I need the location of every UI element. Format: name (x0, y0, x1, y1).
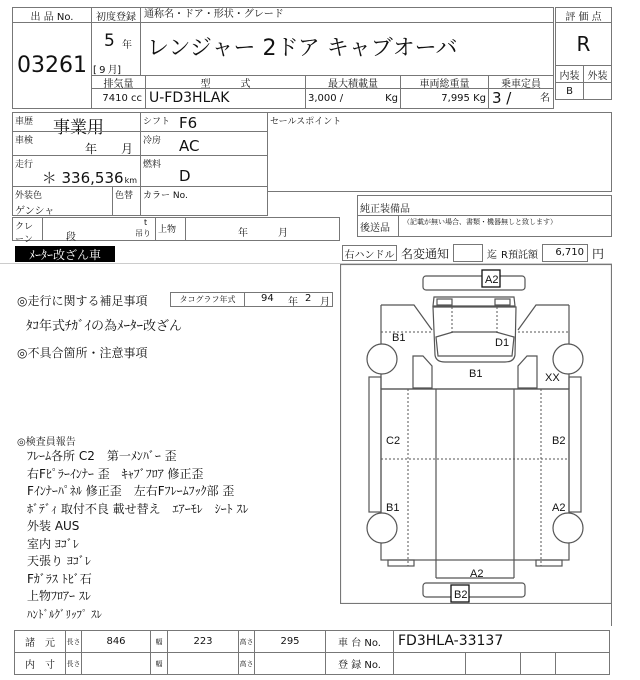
tacho-box (170, 292, 333, 307)
inspector-title: ◎検査員報告 (17, 437, 76, 448)
meter-tampered-badge: ﾒｰﾀｰ改ざん車 (15, 246, 115, 262)
tailgate-grade: A2 (470, 568, 484, 580)
displacement: 7410 cc (91, 88, 146, 109)
equipment-box (357, 195, 612, 216)
mileage-unit: km (124, 176, 137, 185)
color-label: 外装色 (15, 191, 43, 201)
color-cell (12, 186, 113, 216)
defects-title: ◎不具合箇所・注意事項 (17, 346, 148, 360)
capacity-unit: 名 (540, 93, 550, 104)
yen-label: 円 (591, 246, 604, 261)
crane-lift: 吊り (135, 229, 151, 238)
max-load: 3,000 / (308, 93, 344, 104)
tacho-year: 94 (261, 293, 274, 304)
history-cell (12, 112, 141, 138)
interior-label: 内装 (555, 65, 584, 83)
color: ゲンシャ (15, 206, 55, 217)
mileage: ＊ 336,536 (41, 169, 124, 187)
body-date: 年 月 (238, 228, 288, 239)
panel-dividers (381, 307, 569, 566)
shift-label: シフト (143, 117, 171, 127)
max-load-label: 最大積載量 (305, 75, 401, 89)
later-items-box (398, 215, 612, 237)
mileage-note: ﾀｺ年式ﾁｶﾞｲの為ﾒｰﾀｰ改ざん (26, 319, 183, 334)
crane-t: t (144, 218, 148, 227)
fuel: D (179, 167, 191, 185)
shift: F6 (179, 114, 198, 132)
mileage-label: 走行 (15, 160, 34, 170)
left-side-grade: C2 (386, 435, 401, 447)
history-label: 車歴 (15, 117, 34, 127)
height-label: 高さ (238, 630, 255, 653)
left-rear-grade: B1 (386, 502, 400, 514)
dims-label: 諸 元 (14, 630, 66, 653)
sales-point-box (267, 112, 612, 192)
width-label: 幅 (150, 630, 168, 653)
inspector-line: ﾎﾞﾃﾞｨ 取付不良 載せ替え ｴｱｰﾓﾚ ｼｰﾄ ｽﾚ (27, 501, 249, 516)
left-rear-step (388, 560, 414, 566)
height-value: 295 (254, 630, 326, 653)
tacho-label: タコグラフ年式 (171, 293, 245, 306)
wheel-rear-left (367, 513, 397, 543)
ac-cell (140, 131, 268, 156)
left-lamp (437, 299, 452, 305)
lot-no: 03261 (12, 22, 92, 109)
color-change-label: 色替 (115, 191, 134, 201)
first-reg-month: [ 9 月] (93, 65, 121, 76)
gross-weight: 7,995 Kg (400, 88, 489, 109)
right-lamp (495, 299, 510, 305)
body-label-cell (155, 217, 186, 241)
inspector-line: Fｲﾝﾅｰﾊﾟﾈﾙ 修正歪 左右Fﾌﾚｰﾑﾌｯｸ部 歪 (27, 484, 235, 498)
ac-label: 冷房 (143, 136, 162, 146)
later-items-label: 後送品 (360, 223, 390, 234)
name-change-box (453, 244, 483, 262)
first-reg-cell (91, 22, 141, 76)
inspection-cell (12, 131, 141, 156)
right-hand-drive-badge: 右ハンドル (342, 245, 397, 261)
chassis-label: 車 台 No. (325, 630, 394, 653)
color-no-label: カラー No. (143, 191, 188, 201)
reg-cell-4 (555, 652, 610, 675)
interior-grade: B (555, 82, 584, 100)
later-items-label-cell (357, 215, 399, 237)
grade-score: R (555, 22, 612, 66)
capacity: 3 / (492, 89, 512, 107)
crane-cell (42, 217, 156, 241)
right-front-grade: XX (545, 372, 560, 384)
shift-cell (140, 112, 268, 132)
inspection-label: 車検 (15, 136, 34, 146)
inner-label: 内 寸 (14, 652, 66, 675)
max-load-cell (305, 88, 401, 109)
color-no-cell (140, 186, 268, 216)
fuel-cell (140, 155, 268, 187)
body-date-cell (185, 217, 340, 241)
later-items-note: （記載が無い場合、書類・機器無しと致します） (403, 218, 557, 226)
left-rail (369, 377, 381, 512)
first-reg-label: 初度登録 (91, 7, 141, 23)
reg-label: 登 録 No. (325, 652, 394, 675)
inspector-line: ﾊﾝﾄﾞﾙｸﾞﾘｯﾌﾟ ｽﾚ (27, 607, 102, 621)
inspector-line: 室内 ﾖｺﾞﾚ (27, 536, 79, 551)
gross-weight-label: 車両総重量 (400, 75, 489, 89)
mileage-notes-title: ◎走行に関する補足事項 (17, 294, 148, 308)
rear-bumper-grade: B2 (454, 589, 468, 601)
notice-recycle-row (401, 244, 604, 262)
body-label: 上物 (158, 225, 177, 235)
reg-cell-2 (465, 652, 521, 675)
first-reg-year: 5 (104, 31, 115, 51)
history: 事業用 (53, 118, 104, 138)
windshield-grade: D1 (495, 337, 510, 349)
wheel-front-left (367, 344, 397, 374)
model: U-FD3HLAK (145, 88, 306, 109)
inspector-line: Fｶﾞﾗｽ ﾄﾋﾞ石 (27, 571, 92, 586)
right-side-grade: B2 (552, 435, 566, 447)
name-change-label: 名変通知 (401, 246, 450, 261)
color-change-cell (112, 186, 141, 216)
displacement-label: 排気量 (91, 75, 146, 89)
cab-center-grade: B1 (469, 368, 483, 380)
front-bumper-grade: A2 (485, 274, 499, 286)
until-label: 迄 (487, 249, 498, 261)
sales-point-label: セールスポイント (270, 117, 342, 127)
inspector-line: ﾌﾚｰﾑ各所 C2 第一ﾒﾝﾊﾞｰ 歪 (27, 449, 177, 463)
length-value: 846 (81, 630, 151, 653)
capacity-cell (488, 88, 554, 109)
max-load-unit: Kg (385, 93, 398, 104)
reg-cell-3 (520, 652, 556, 675)
inner-length-value (81, 652, 151, 675)
inspection: 年 月 (85, 142, 134, 156)
recycle-amount: 6,710 (542, 244, 588, 262)
inspector-line: 上物ﾌﾛｱｰ ｽﾚ (27, 589, 91, 603)
front-bumper-shape (423, 276, 525, 290)
year-unit: 年 (122, 40, 132, 51)
right-rail (569, 377, 581, 512)
ac: AC (179, 137, 200, 155)
damage-diagram (340, 264, 612, 604)
inspector-line: 右Fﾋﾟﾗｰｲﾝﾅｰ 歪 ｷｬﾌﾞﾌﾛｱ 修正歪 (27, 466, 204, 481)
crane-label: クレーン (15, 222, 34, 245)
model-label: 型 式 (145, 75, 306, 89)
tacho-month-unit: 月 (320, 297, 330, 308)
vehicle-name: レンジャー 2ドア キャブオーバ (140, 22, 554, 76)
wheel-rear-right (553, 513, 583, 543)
right-rear-grade: A2 (552, 502, 566, 514)
width-value: 223 (167, 630, 239, 653)
inspector-report (27, 448, 248, 623)
cab-left-front-grade: B1 (392, 332, 406, 344)
chassis-no: FD3HLA-33137 (393, 630, 610, 653)
exterior-grade (583, 82, 612, 100)
exterior-label: 外装 (583, 65, 612, 83)
fuel-label: 燃料 (143, 160, 162, 170)
inner-height-value (254, 652, 326, 675)
inspector-line: 外装 AUS (27, 519, 80, 533)
name-label: 通称名・ドア・形状・グレード (140, 7, 554, 23)
length-label: 長さ (65, 630, 82, 653)
tacho-year-unit: 年 (288, 297, 298, 308)
wheel-front-right (553, 344, 583, 374)
right-rear-step (536, 560, 562, 566)
recycle-label: R預託額 (501, 249, 538, 261)
inner-width-value (167, 652, 239, 675)
grade-label: 評 価 点 (555, 7, 612, 23)
capacity-label: 乗車定員 (488, 75, 554, 89)
rear-bumper-shape (423, 583, 525, 597)
mileage-row (42, 167, 137, 188)
crane-label-cell (12, 217, 43, 245)
reg-cell-1 (393, 652, 466, 675)
inner-width-label: 幅 (150, 652, 168, 675)
mileage-cell (12, 155, 141, 187)
tacho-month: 2 (305, 293, 312, 304)
cab-sides (381, 305, 569, 330)
crane-stage: 段 (66, 232, 76, 243)
inner-height-label: 高さ (238, 652, 255, 675)
equipment-label: 純正装備品 (360, 204, 410, 215)
inspector-line: 天張り ﾖｺﾞﾚ (27, 554, 91, 568)
lot-no-label: 出 品 No. (12, 7, 92, 23)
inner-length-label: 長さ (65, 652, 82, 675)
